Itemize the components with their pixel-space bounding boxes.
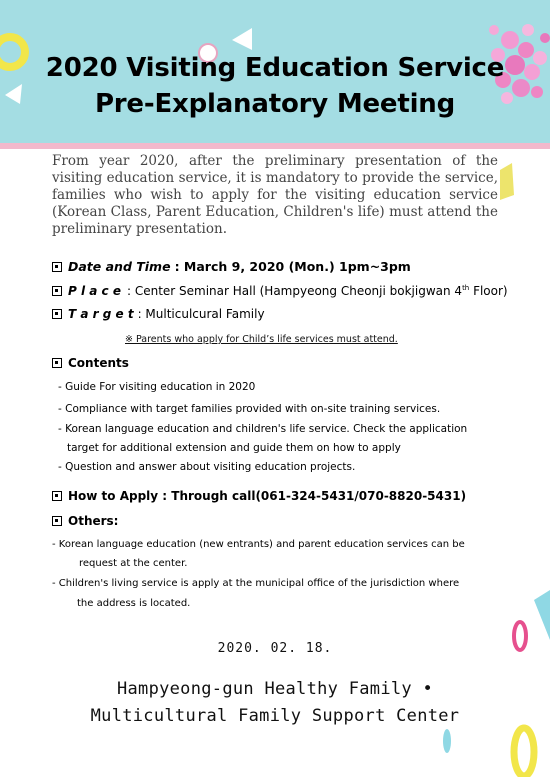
title-line-1: 2020 Visiting Education Service: [45, 53, 505, 83]
how-to-apply-text: How to Apply : Through call(061-324-5431/070-8820-5431): [68, 489, 467, 503]
place-label: P l a c e: [68, 284, 121, 298]
date-value: : March 9, 2020 (Mon.) 1pm~3pm: [174, 259, 411, 274]
place-value-end: Floor): [469, 284, 508, 298]
organization-line-1: Hampyeong-gun Healthy Family •: [116, 679, 434, 699]
date-time-row: [52, 259, 411, 274]
checkbox-bullet-icon: [52, 286, 62, 296]
contents-item: - Korean language education and children's life service. Check the application: [58, 423, 468, 435]
target-label: T a r g e t: [68, 307, 134, 321]
place-value: [127, 284, 508, 298]
place-value-text: : Center Seminar Hall (Hampyeong Cheonji bokjigwan 4: [126, 284, 463, 298]
checkbox-bullet-icon: [52, 491, 62, 501]
title-line-2: Pre-Explanatory Meeting: [94, 89, 456, 119]
checkbox-bullet-icon: [52, 262, 62, 272]
others-item: - Korean language education (new entrants) and parent education services can be: [52, 539, 465, 550]
date-label: Date and Time: [68, 259, 171, 274]
checkbox-bullet-icon: [52, 309, 62, 319]
contents-heading-text: Contents: [68, 356, 129, 370]
checkbox-bullet-icon: [52, 358, 62, 368]
how-to-apply-row: [52, 489, 466, 503]
publication-date: 2020. 02. 18.: [217, 641, 333, 656]
place-superscript: th: [462, 284, 470, 292]
contents-item: - Question and answer about visiting education projects.: [58, 461, 356, 473]
organization-line-2: Multicultural Family Support Center: [90, 706, 460, 726]
place-row: [52, 284, 508, 298]
contents-item: - Compliance with target families provided with on-site training services.: [58, 403, 441, 415]
others-heading: [52, 514, 118, 528]
others-heading-text: Others:: [68, 514, 119, 528]
page-title: [0, 50, 550, 122]
attendance-note: ※ Parents who apply for Child’s life services must attend.: [125, 334, 398, 345]
others-item-continued: request at the center.: [79, 558, 188, 569]
intro-paragraph: From year 2020, after the preliminary presentation of the visiting education service, it is mandatory to provide the service, families who wish to apply for the visiting education service (Korean Class, Parent Education, Children's life) must attend the preliminary presentation.: [52, 153, 498, 237]
others-item-continued: the address is located.: [77, 598, 191, 609]
target-value: : Multiculcural Family: [137, 307, 265, 321]
contents-item: - Guide For visiting education in 2020: [58, 381, 256, 393]
contents-heading: [52, 356, 129, 370]
checkbox-bullet-icon: [52, 516, 62, 526]
others-item: - Children's living service is apply at the municipal office of the jurisdiction where: [52, 578, 460, 589]
contents-item-continued: target for additional extension and guide them on how to apply: [67, 442, 401, 454]
target-row: [52, 307, 265, 321]
organization-name: [0, 676, 550, 730]
